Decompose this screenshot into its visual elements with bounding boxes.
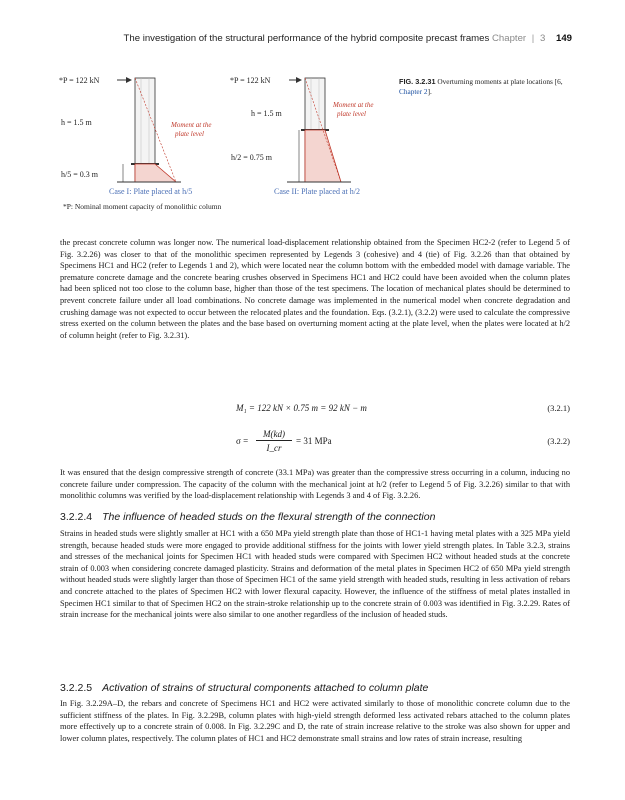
equation-2-numerator: M(kd)	[256, 428, 292, 441]
case2-height-label: h = 1.5 m	[251, 109, 282, 118]
equation-2-denominator: I_cr	[266, 443, 282, 453]
case2-moment-label-1: Moment at the	[333, 101, 374, 109]
section-number: 3.2.2.5	[60, 682, 93, 694]
figure-caption-end: ].	[427, 87, 432, 96]
header-chapter-number: 3	[539, 33, 546, 44]
header-title: The investigation of the structural performance of the hybrid composite precast frames	[123, 33, 490, 44]
running-header	[124, 33, 573, 44]
figure-drawing	[55, 64, 374, 229]
case2-load-label: *P = 122 kN	[230, 76, 271, 85]
figure-footnote: *P: Nominal moment capacity of monolithic column	[63, 202, 222, 211]
equation-1-number: (3.2.1)	[547, 403, 570, 413]
paragraph-1: the precast concrete column was longer now. The numerical load-displacement relationship obtained from the Specimen HC2-2 (refer to Legend 5 of Fig. 3.2.26) was closer to that of the monolithic specimen represented by Legends 3 (cohesive) and 4 (tie) of Fig. 3.2.26 than that obtained by Specimens HC1 and HC2 (refer to Legends 1 and 2), which were located near the column bottom with the embedded model with damage variable. The premature concrete damage and the concrete bearing crushes observed in Specimens HC1 and HC2 could have been avoided when the column plates had been spliced not too close to the column base, higher than those of the test specimens. The location of mechanical plates should be determined to prevent concrete failure under all load combinations. No concrete damage was implemented in the numerical model when concrete degradation and crushing damage was not expected to occur between the relocated plates and the foundation. Eqs. (3.2.1), (3.2.2) were used to calculate the compressive stress exerted on the column between the plates and the base based on overturning moment acting at the plate level, when the plates were located at h/2 of column height (refer to Fig. 3.2.31).	[60, 238, 570, 340]
paragraph-4: In Fig. 3.2.29A–D, the rebars and concrete of Specimens HC1 and HC2 were activated similarly to those of monolithic concrete column due to the sufficient stiffness of the plates. In Fig. 3.2.29B, column plates with high-yield strength deformed less activated rebars attached to the column plates more effectively up to a concrete strain of 0.008. In Fig. 3.2.29C and D, the rate of strain increase relative to the stroke was also shown for upper and lower column plates, respectively. The column plates of HC1 and HC2 demonstrate small strains and low rates of strain increase, resulting	[60, 699, 570, 743]
case1-plate-height-label: h/5 = 0.3 m	[61, 170, 98, 179]
section-number: 3.2.2.4	[60, 511, 93, 523]
header-separator: |	[531, 33, 535, 44]
case1-diagram	[59, 76, 211, 196]
section-title: The influence of headed studs on the flexural strength of the connection	[102, 511, 436, 523]
case1-height-label: h = 1.5 m	[61, 118, 92, 127]
section-title: Activation of strains of structural components attached to column plate	[102, 682, 429, 694]
case2-moment-label-2: plate level	[337, 110, 366, 118]
paragraph-2: It was ensured that the design compressive strength of concrete (33.1 MPa) was greater than the compressive stress occurring in a column, inducing no concrete failure under compression. The capacity of the column with the mechanical joint at h/2 (refer to Legend 5 of Fig. 3.2.26) similar to that with monolithic columns was verified by the load-displacement relationship with Legends 3 and 4 of Fig. 3.2.26.	[60, 468, 570, 501]
case2-diagram	[230, 76, 373, 196]
case2-plate-height-label: h/2 = 0.75 m	[231, 153, 272, 162]
equation-2-number: (3.2.2)	[547, 436, 570, 446]
figure-overturning-moments	[55, 64, 374, 229]
equation-3-2-2	[60, 428, 570, 458]
figure-caption	[399, 77, 584, 97]
figure-caption-link[interactable]: Chapter 2	[399, 87, 428, 96]
case2-caption: Case II: Plate placed at h/2	[274, 187, 360, 196]
page-number: 149	[555, 33, 572, 44]
equation-2-lhs: σ =	[236, 436, 249, 446]
equation-3-2-1	[60, 403, 570, 417]
paragraph-3: Strains in headed studs were slightly smaller at HC1 with a 650 MPa yield strength plate than those of HC1-1 having metal plates with a 325 MPa yield strength, because headed studs were more engaged to provide additional stiffness for the joints with lower yield strength plates. In Table 3.2.3, strains and stresses of the mechanical joints for Specimen HC1 with headed studs were compared with Specimen HC2 without headed studs at the concrete strain of 0.003 when considering concrete damaged plasticity. Strains and deformation of the metal plates in Specimen HC2 of 650 MPa yield strength without headed studs were slightly larger than those of Specimen HC1 of the same yield strength with headed studs, resulting in less activation of rebars and concrete attached to the plates of Specimen HC2 with lower flexural capacity. However, the influence of the stiffness of metal plates installed in Specimen HC1 similar to that of Specimen HC2 on the strain-stroke relationship up to the concrete strain of 0.003 was identified in Fig. 3.2.29. Rates of strain increase for the mechanical joints were also similar to one another regardless of the inclusion of headed studs.	[60, 529, 570, 620]
case1-load-label: *P = 122 kN	[59, 76, 100, 85]
section-heading-3-2-2-5	[60, 682, 428, 694]
figure-caption-label: FIG. 3.2.31	[399, 77, 436, 86]
equation-1-text: M₁ = 122 kN × 0.75 m = 92 kN − m	[236, 403, 367, 413]
equation-2-rhs: = 31 MPa	[296, 436, 332, 446]
case2-moment-diagram	[305, 130, 341, 182]
header-chapter-label: Chapter	[491, 33, 527, 44]
case1-moment-label-2: plate level	[175, 130, 204, 138]
figure-caption-text: Overturning moments at plate locations [6,	[437, 77, 563, 86]
section-heading-3-2-2-4	[60, 511, 435, 523]
case1-caption: Case I: Plate placed at h/5	[109, 187, 193, 196]
case1-moment-label-1: Moment at the	[171, 121, 212, 129]
